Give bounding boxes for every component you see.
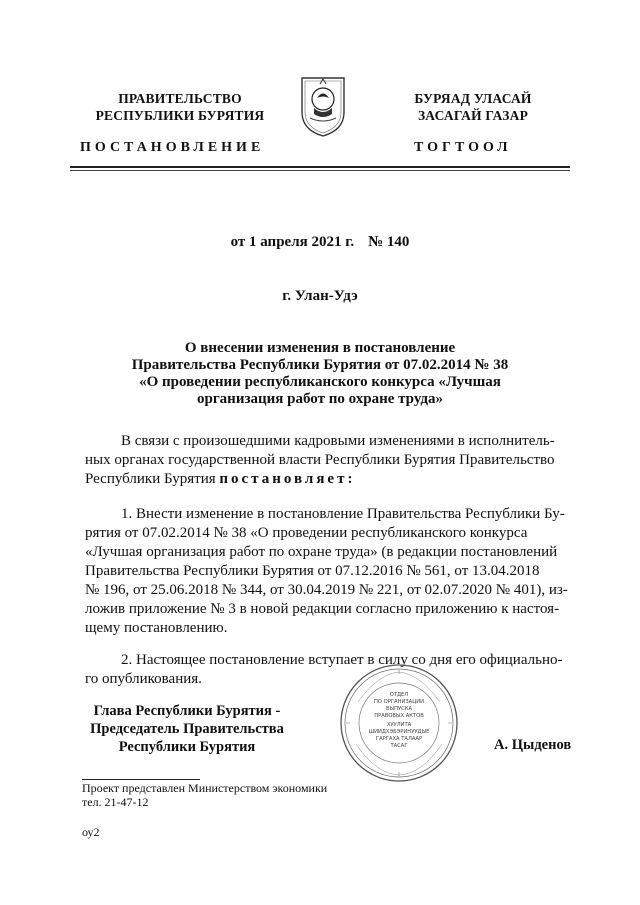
stamp-text: ОТДЕЛ: [389, 692, 409, 698]
doc-title-line: «О проведении республиканского конкурса «Лучшая: [139, 374, 501, 390]
doc-title-line: Правительства Республики Бурятия от 07.02.2014 № 38: [131, 357, 509, 373]
footer-divider: [82, 779, 200, 780]
header-divider-thin: [70, 170, 570, 171]
body-line: Правительства Республики Бурятия от 07.12.2016 № 561, от 13.04.2018: [85, 563, 540, 579]
doc-number: № 140: [368, 234, 410, 250]
body-line: В связи с произошедшими кадровыми изменениями в исполнитель-: [121, 433, 555, 449]
footer-line: тел. 21-47-12: [82, 795, 149, 809]
body-line: ных органах государственной власти Республики Бурятия Правительство: [85, 452, 555, 468]
paragraph-preamble: [85, 432, 573, 489]
doc-city: г. Улан-Удэ: [282, 288, 358, 304]
stamp-text: ГАРГАХА ТАЛААР: [375, 736, 423, 742]
stamp-text: ПО ОРГАНИЗАЦИИ: [373, 699, 425, 705]
paragraph-item-2: [85, 651, 573, 689]
body-line: 1. Внести изменение в постановление Правительства Республики Бу-: [121, 506, 565, 522]
header-right-line1: БУРЯАД УЛАСАЙ: [414, 91, 532, 106]
header-right-line2: ЗАСАГАЙ ГАЗАР: [417, 108, 529, 123]
body-line: щему постановлению.: [85, 620, 228, 636]
doc-body: [85, 432, 573, 689]
paragraph-item-1: [85, 505, 573, 638]
body-line: рятия от 07.02.2014 № 38 «О проведении республиканского конкурса: [85, 525, 528, 541]
footer-note: [82, 781, 327, 809]
header-divider-thick: [70, 166, 570, 168]
body-line: 2. Настоящее постановление вступает в силу со дня его официально-: [121, 652, 563, 668]
body-line: № 196, от 25.06.2018 № 344, от 30.04.2019 № 221, от 02.07.2020 № 401), из-: [85, 582, 568, 598]
header-left-line1: ПРАВИТЕЛЬСТВО: [118, 91, 242, 106]
footer-code: оу2: [82, 825, 100, 839]
header-left: [70, 90, 290, 124]
header-right: [388, 90, 558, 124]
doc-date-line: [0, 234, 640, 251]
stamp-text: ШИИДХЭБЭРИНУУДЫЕ: [368, 729, 430, 735]
signatory-line: Председатель Правительства: [90, 721, 284, 737]
doc-date: от 1 апреля 2021 г.: [230, 234, 355, 250]
body-text: Республики Бурятия: [85, 471, 220, 487]
doc-title-line: организация работ по охране труда»: [197, 391, 443, 407]
signatory-line: Глава Республики Бурятия -: [93, 703, 281, 719]
doc-title-line: О внесении изменения в постановление: [184, 340, 456, 356]
stamp-text: ТАСАГ: [390, 743, 408, 749]
stamp-text: ХУУЛИТА: [386, 722, 412, 728]
body-line: [85, 470, 573, 489]
signatory-position: [82, 702, 292, 756]
doc-title: [120, 340, 520, 408]
decree-keyword: постановляет:: [219, 471, 356, 487]
header-dotted-line: [70, 175, 570, 178]
body-line: го опубликования.: [85, 671, 202, 687]
signatory-line: Республики Бурятия: [118, 739, 256, 755]
signatory-name: А. Цыденов: [494, 737, 572, 753]
doc-type-left: ПОСТАНОВЛЕНИЕ: [80, 140, 265, 155]
body-line: ложив приложение № 3 в новой редакции согласно приложению к настоя-: [85, 601, 560, 617]
body-line: «Лучшая организация работ по охране труда» (в редакции постановлений: [85, 544, 558, 560]
stamp-text: ВЫПУСКА: [385, 706, 413, 712]
doc-type-right: ТОГТООЛ: [414, 140, 512, 155]
coat-of-arms-icon: [298, 72, 348, 138]
official-stamp: [338, 662, 460, 784]
header-left-line2: РЕСПУБЛИКИ БУРЯТИЯ: [95, 108, 265, 123]
stamp-text: ПРАВОВЫХ АКТОВ: [374, 713, 424, 719]
footer-line: Проект представлен Министерством экономики: [82, 781, 328, 795]
